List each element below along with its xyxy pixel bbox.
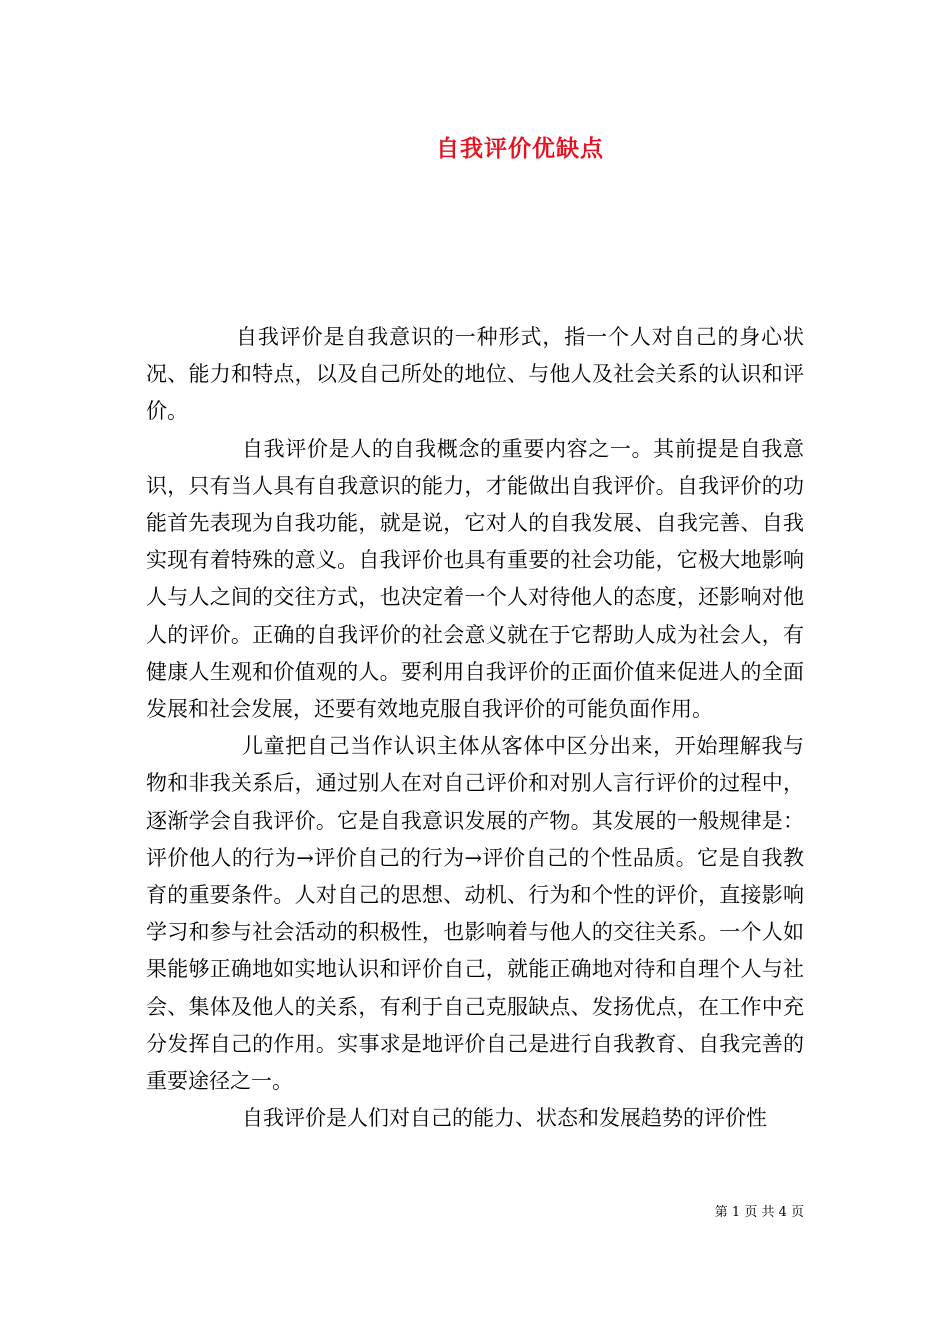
paragraph-1: 自我评价是自我意识的一种形式，指一个人对自己的身心状况、能力和特点，以及自己所处的地位、与他人及社会关系的认识和评价。 — [146, 325, 804, 424]
document-body — [146, 319, 804, 1137]
page-number-footer: 第 1 页 共 4 页 — [714, 1205, 804, 1220]
paragraph-2: 自我评价是人的自我概念的重要内容之一。其前提是自我意识，只有当人具有自我意识的能力，才能做出自我评价。自我评价的功能首先表现为自我功能，就是说，它对人的自我发展、自我完善、自我实现有着特殊的意义。自我评价也具有重要的社会功能，它极大地影响人与人之间的交往方式，也决定着一个人对待他人的态度，还影响对他人的评价。正确的自我评价的社会意义就在于它帮助人成为社会人，有健康人生观和价值观的人。要利用自我评价的正面价值来促进人的全面发展和社会发展，还要有效地克服自我评价的可能负面作用。 — [146, 436, 804, 722]
paragraph-4: 自我评价是人们对自己的能力、状态和发展趋势的评价性 — [242, 1106, 767, 1131]
paragraph-3: 儿童把自己当作认识主体从客体中区分出来，开始理解我与物和非我关系后，通过别人在对自己评价和对别人言行评价的过程中，逐渐学会自我评价。它是自我意识发展的产物。其发展的一般规律是：评价他人的行为→评价自己的行为→评价自己的个性品质。它是自我教育的重要条件。人对自己的思想、动机、行为和个性的评价，直接影响学习和参与社会活动的积极性，也影响着与他人的交往关系。一个人如果能够正确地如实地认识和评价自己，就能正确地对待和自理个人与社会、集体及他人的关系，有利于自己克服缺点、发扬优点，在工作中充分发挥自己的作用。实事求是地评价自己是进行自我教育、自我完善的重要途径之一。 — [146, 734, 804, 1094]
document-title: 自我评价优缺点 — [436, 135, 604, 162]
